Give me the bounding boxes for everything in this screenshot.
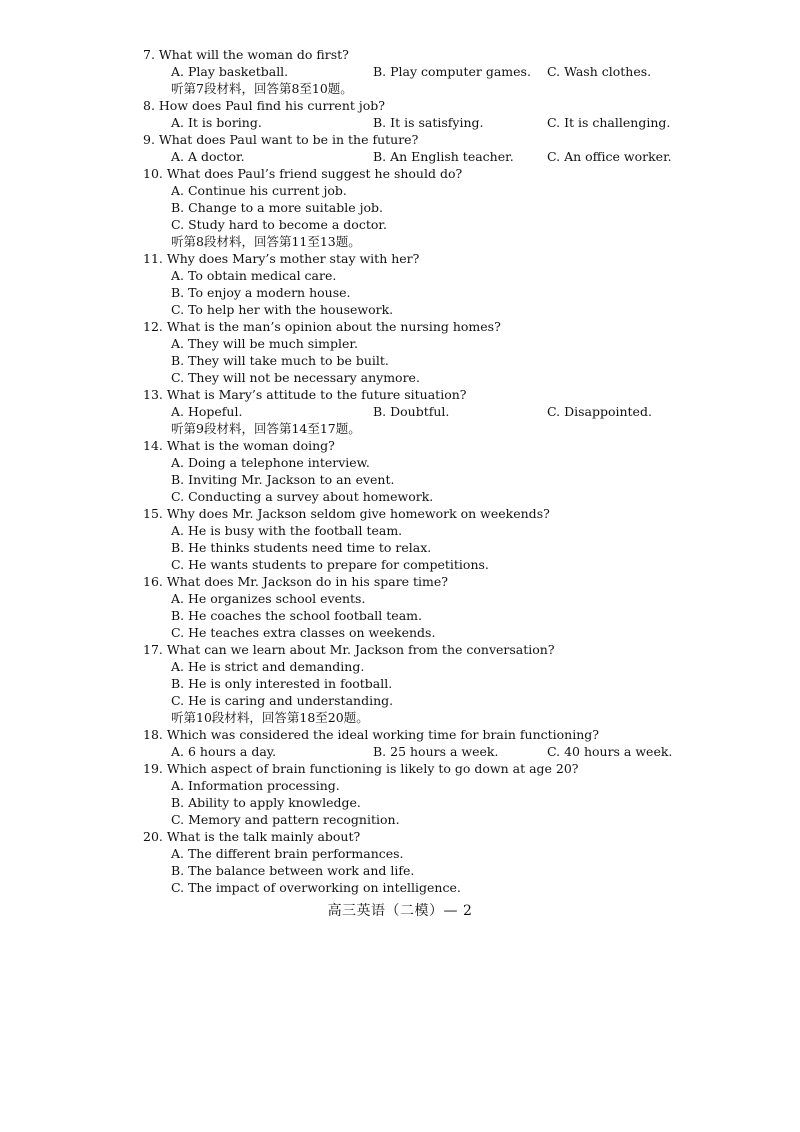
answer-option: C. Disappointed. — [547, 404, 652, 419]
answer-option: C. To help her with the housework. — [171, 302, 394, 317]
answer-option: A. It is boring. — [171, 115, 262, 130]
answer-option: B. Doubtful. — [373, 404, 450, 419]
answer-option: B. Play computer games. — [373, 64, 531, 79]
answer-option: A. Doing a telephone interview. — [171, 455, 370, 470]
answer-option: A. Hopeful. — [171, 404, 243, 419]
answer-option: A. Play basketball. — [171, 64, 289, 79]
question-stem: 13. What is Mary’s attitude to the future situation? — [143, 387, 467, 402]
page-footer: 高三英语（二模）— 2 — [327, 903, 473, 919]
section-instruction: 听第10段材料，回答第18至20题。 — [171, 710, 369, 725]
answer-option: C. He is caring and understanding. — [171, 693, 394, 708]
answer-option: A. A doctor. — [171, 149, 245, 164]
question-stem: 17. What can we learn about Mr. Jackson from the conversation? — [143, 642, 555, 657]
answer-option: B. Change to a more suitable job. — [171, 200, 383, 215]
answer-option: B. The balance between work and life. — [171, 863, 415, 878]
answer-option: A. To obtain medical care. — [171, 268, 337, 283]
answer-option: B. An English teacher. — [373, 149, 514, 164]
answer-option: A. Information processing. — [171, 778, 340, 793]
answer-option: C. Memory and pattern recognition. — [171, 812, 400, 827]
option-row — [143, 63, 683, 80]
answer-option: B. He is only interested in football. — [171, 676, 393, 691]
question-stem: 20. What is the talk mainly about? — [143, 829, 361, 844]
answer-option: C. 40 hours a week. — [547, 744, 673, 759]
answer-option: C. Conducting a survey about homework. — [171, 489, 434, 504]
answer-option: C. Study hard to become a doctor. — [171, 217, 387, 232]
answer-option: C. An office worker. — [547, 149, 672, 164]
question-stem: 18. Which was considered the ideal working time for brain functioning? — [143, 727, 599, 742]
answer-option: C. He wants students to prepare for competitions. — [171, 557, 489, 572]
question-stem: 14. What is the woman doing? — [143, 438, 335, 453]
question-stem: 15. Why does Mr. Jackson seldom give homework on weekends? — [143, 506, 550, 521]
answer-option: A. He organizes school events. — [171, 591, 366, 606]
question-stem: 19. Which aspect of brain functioning is likely to go down at age 20? — [143, 761, 579, 776]
question-stem: 12. What is the man’s opinion about the nursing homes? — [143, 319, 501, 334]
answer-option: B. Inviting Mr. Jackson to an event. — [171, 472, 395, 487]
section-instruction: 听第7段材料，回答第8至10题。 — [171, 81, 353, 96]
section-instruction: 听第9段材料，回答第14至17题。 — [171, 421, 361, 436]
answer-option: B. They will take much to be built. — [171, 353, 389, 368]
answer-option: A. He is strict and demanding. — [171, 659, 365, 674]
question-stem: 16. What does Mr. Jackson do in his spare time? — [143, 574, 449, 589]
question-list — [143, 46, 683, 896]
answer-option: A. They will be much simpler. — [171, 336, 358, 351]
answer-option: C. He teaches extra classes on weekends. — [171, 625, 436, 640]
answer-option: A. He is busy with the football team. — [171, 523, 403, 538]
question-stem: 9. What does Paul want to be in the future? — [143, 132, 419, 147]
option-row — [143, 743, 683, 760]
answer-option: B. He thinks students need time to relax. — [171, 540, 432, 555]
answer-option: C. Wash clothes. — [547, 64, 652, 79]
option-row — [143, 403, 683, 420]
section-instruction: 听第8段材料，回答第11至13题。 — [171, 234, 361, 249]
option-row — [143, 148, 683, 165]
answer-option: B. It is satisfying. — [373, 115, 484, 130]
answer-option: A. Continue his current job. — [171, 183, 347, 198]
answer-option: C. It is challenging. — [547, 115, 671, 130]
question-stem: 8. How does Paul find his current job? — [143, 98, 385, 113]
option-row — [143, 114, 683, 131]
answer-option: B. To enjoy a modern house. — [171, 285, 351, 300]
answer-option: C. The impact of overworking on intelligence. — [171, 880, 461, 895]
answer-option: B. He coaches the school football team. — [171, 608, 422, 623]
answer-option: C. They will not be necessary anymore. — [171, 370, 420, 385]
answer-option: B. Ability to apply knowledge. — [171, 795, 361, 810]
answer-option: A. The different brain performances. — [171, 846, 404, 861]
question-stem: 10. What does Paul’s friend suggest he should do? — [143, 166, 463, 181]
question-stem: 7. What will the woman do first? — [143, 47, 349, 62]
answer-option: B. 25 hours a week. — [373, 744, 499, 759]
question-stem: 11. Why does Mary’s mother stay with her? — [143, 251, 420, 266]
answer-option: A. 6 hours a day. — [171, 744, 277, 759]
